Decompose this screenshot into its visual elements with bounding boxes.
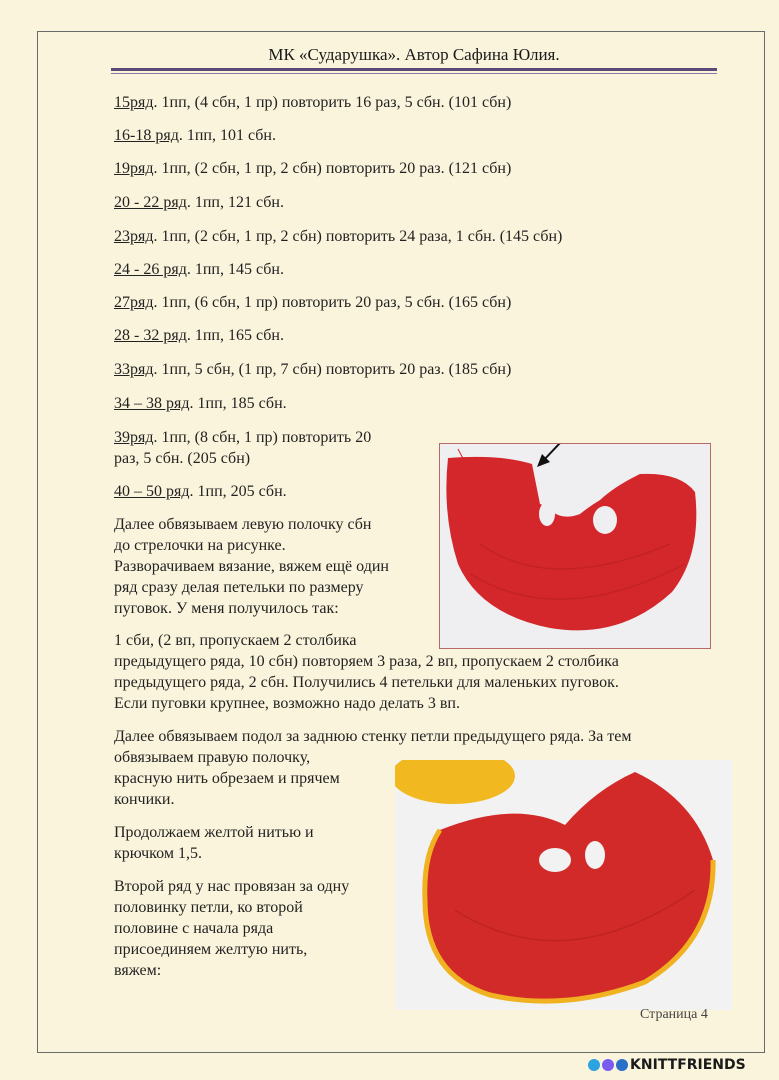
page-number: Страница 4: [640, 1007, 708, 1022]
paragraph-hem: Далее обвязываем подол за заднюю стенку петли предыдущего ряда. За тем обвязываем правую полочку, красную нить обрезаем и прячем кончики.: [114, 728, 632, 808]
row-line: 28 - 32 ряд. 1пп, 165 сбн.: [114, 327, 284, 344]
row-line: 23ряд. 1пп, (2 сбн, 1 пр, 2 сбн) повторить 24 раза, 1 сбн. (145 сбн): [114, 228, 563, 245]
photo-red-yoke: [439, 443, 711, 649]
header-rule: [111, 68, 717, 71]
max-icon: [602, 1059, 614, 1071]
row-line: 39ряд. 1пп, (8 сбн, 1 пр) повторить 20: [114, 429, 372, 446]
paragraph-second-row: Второй ряд у нас провязан за одну половинку петли, ко второй половине с начала ряда присоединяем желтую нить, вяжем:: [114, 878, 350, 979]
row-line: 27ряд. 1пп, (6 сбн, 1 пр) повторить 20 раз, 5 сбн. (165 сбн): [114, 294, 512, 311]
arrow-icon: [532, 443, 582, 470]
row-line: 20 - 22 ряд. 1пп, 121 сбн.: [114, 194, 284, 211]
row-line: 19ряд. 1пп, (2 сбн, 1 пр, 2 сбн) повторить 20 раз. (121 сбн): [114, 160, 512, 177]
row-line: 40 – 50 ряд. 1пп, 205 сбн.: [114, 483, 287, 500]
row-line-cont: раз, 5 сбн. (205 сбн): [114, 450, 251, 467]
header-rule-thin: [111, 73, 717, 74]
watermark: [588, 1057, 746, 1073]
row-line: 33ряд. 1пп, 5 сбн, (1 пр, 7 сбн) повторить 20 раз. (185 сбн): [114, 361, 512, 378]
paragraph-left-front: Далее обвязываем левую полочку сбн до стрелочки на рисунке. Разворачиваем вязание, вяжем ещё один ряд сразу делая петельки по размеру пуговок. У меня получилось так:: [114, 516, 389, 617]
vk-icon: [616, 1059, 628, 1071]
photo-yellow-edging: [395, 760, 732, 1010]
telegram-icon: [588, 1059, 600, 1071]
row-line: 15ряд. 1пп, (4 сбн, 1 пр) повторить 16 раз, 5 сбн. (101 сбн): [114, 94, 512, 111]
paragraph-yellow-thread: Продолжаем желтой нитью и крючком 1,5.: [114, 824, 314, 862]
page-header: МК «Сударушка». Автор Сафина Юлия.: [268, 45, 560, 64]
brand-name: KNITTFRIENDS: [630, 1057, 746, 1073]
row-line: 24 - 26 ряд. 1пп, 145 сбн.: [114, 261, 284, 278]
paragraph-buttonholes: 1 сби, (2 вп, пропускаем 2 столбика предыдущего ряда, 10 сбн) повторяем 3 раза, 2 вп, пропускаем 2 столбика предыдущего ряда, 2 сбн. Получились 4 петельки для маленьких пуговок. Если пуговки крупнее, возможно надо делать 3 вп.: [114, 632, 619, 712]
row-line: 16-18 ряд. 1пп, 101 сбн.: [114, 127, 276, 144]
row-line: 34 – 38 ряд. 1пп, 185 сбн.: [114, 395, 287, 412]
